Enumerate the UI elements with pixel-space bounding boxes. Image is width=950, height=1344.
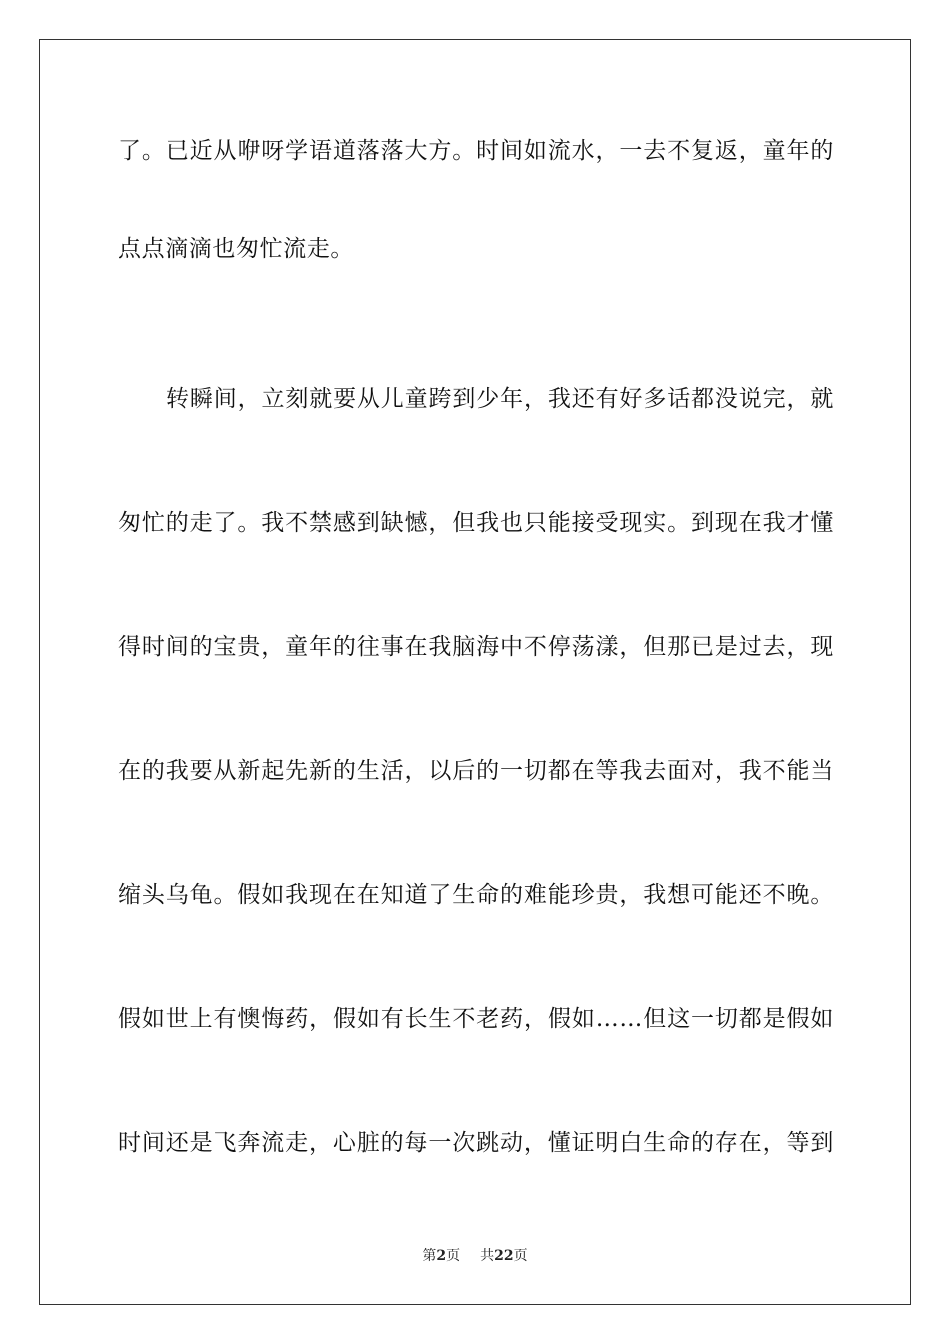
footer-page-suffix: 页 [446,1248,461,1264]
body-line-9: 时间还是飞奔流走，心脏的每一次跳动，懂证明白生命的存在，等到 [118,1130,834,1156]
body-line-1: 了。已近从咿呀学语道落落大方。时间如流水，一去不复返，童年的 [118,138,834,164]
footer-page-prefix: 第 [422,1248,437,1264]
body-line-2: 点点滴滴也匆忙流走。 [118,236,354,262]
footer-total-pages: 22 [494,1248,514,1264]
page-frame [39,39,911,1305]
body-line-3: 转瞬间，立刻就要从儿童跨到少年，我还有好多话都没说完，就 [166,386,834,412]
footer-total-suffix: 页 [513,1248,528,1264]
page-footer [0,1247,950,1265]
body-line-6: 在的我要从新起先新的生活，以后的一切都在等我去面对，我不能当 [118,758,834,784]
footer-total-prefix: 共 [480,1248,495,1264]
footer-page-number: 2 [436,1248,447,1264]
body-line-5: 得时间的宝贵，童年的往事在我脑海中不停荡漾，但那已是过去，现 [118,634,834,660]
body-line-4: 匆忙的走了。我不禁感到缺憾，但我也只能接受现实。到现在我才懂 [118,510,834,536]
body-line-8: 假如世上有懊悔药，假如有长生不老药，假如……但这一切都是假如 [118,1006,834,1032]
body-line-7: 缩头乌龟。假如我现在在知道了生命的难能珍贵，我想可能还不晚。 [118,882,834,908]
